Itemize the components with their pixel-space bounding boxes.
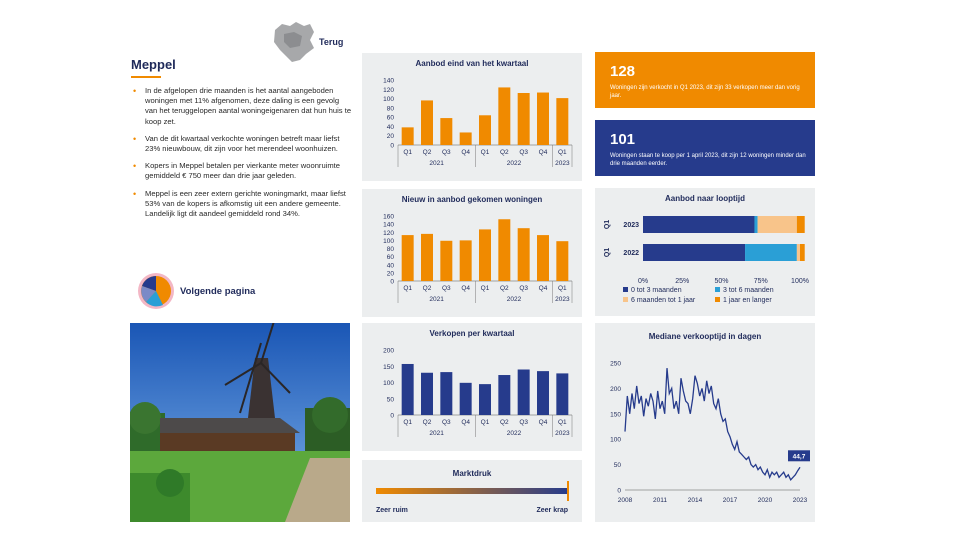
y-tick-label: 0: [390, 412, 394, 420]
x-tick-label: Q1: [480, 419, 490, 426]
y-tick-label: 120: [383, 229, 394, 237]
bar: [498, 219, 510, 281]
x-tick-label: Q4: [461, 285, 471, 292]
x-group-label: 2021: [429, 160, 444, 167]
bar: [460, 240, 472, 281]
y-tick-label: 80: [386, 105, 394, 113]
bar: [518, 370, 530, 416]
bar: [479, 229, 491, 281]
chart-nieuw-panel: [362, 189, 582, 317]
x-tick-label: Q4: [538, 285, 548, 292]
y-group-label: Q1: [604, 219, 611, 230]
x-group-label: 2021: [429, 430, 444, 437]
legend-label: 6 maanden tot 1 jaar: [631, 297, 696, 304]
bar: [421, 100, 433, 145]
y-tick-label: 100: [383, 237, 394, 245]
chart-title: Mediane verkooptijd in dagen: [648, 332, 762, 341]
stacked-bar-segment: [758, 216, 797, 233]
list-item: • Kopers in Meppel betalen per vierkante meter woonruimte gemiddeld € 750 meer dan drie jaar geleden.: [131, 161, 353, 181]
x-tick-label: Q3: [441, 285, 451, 292]
bar: [440, 372, 452, 415]
y-tick-label: 140: [383, 221, 394, 229]
bar: [537, 93, 549, 145]
y-tick-label: 120: [383, 86, 394, 94]
bar-chart-verkopen: [362, 323, 582, 451]
x-tick-label: Q1: [403, 285, 413, 292]
x-tick-label: Q4: [461, 149, 471, 156]
y-tick-label: 60: [386, 114, 394, 122]
x-tick-label: 2011: [653, 497, 667, 504]
y-tick-label: 150: [610, 411, 621, 419]
x-tick-label: Q1: [557, 285, 567, 292]
x-tick-label: 0%: [637, 278, 649, 285]
stacked-bar-segment: [797, 244, 800, 261]
y-tick-label: 50: [613, 462, 621, 470]
y-tick-label: 50: [386, 396, 394, 404]
x-tick-label: Q1: [403, 419, 413, 426]
legend-swatch: [715, 297, 720, 302]
kpi-text: Woningen staan te koop per 1 april 2023, dit zijn 12 woningen minder dan drie maanden eerder.: [610, 153, 806, 167]
stacked-bar-segment: [745, 244, 797, 261]
kpi-for-sale: [595, 120, 815, 176]
y-tick-label: 140: [383, 77, 394, 85]
region-map-icon[interactable]: [272, 20, 316, 64]
x-tick-label: Q1: [557, 419, 567, 426]
stacked-bar-segment: [643, 216, 754, 233]
x-tick-label: Q1: [480, 285, 490, 292]
x-tick-label: Q4: [461, 419, 471, 426]
bar: [498, 375, 510, 415]
bar: [421, 373, 433, 415]
list-item: • Van de dit kwartaal verkochte woningen betreft maar liefst 23% nieuwbouw, dit zijn voor het merendeel woonhuizen.: [131, 134, 353, 154]
chart-looptijd-panel: [595, 188, 815, 316]
list-item: • In de afgelopen drie maanden is het aantal aangeboden woningen met 11% afgenomen, deze daling is een gevolg van het teruggelopen aantal woningeigenaren dat hun huis te koop zet.: [131, 86, 353, 127]
chart-title: Verkopen per kwartaal: [429, 329, 515, 338]
bar: [402, 235, 414, 281]
x-tick-label: Q2: [499, 149, 509, 156]
bar: [440, 241, 452, 281]
x-tick-label: 50%: [714, 278, 729, 285]
bar: [402, 364, 414, 415]
bar: [479, 115, 491, 145]
bar: [421, 234, 433, 281]
x-group-label: 2022: [506, 430, 522, 437]
legend-label: 0 tot 3 maanden: [631, 287, 682, 294]
page-title: Meppel: [131, 57, 176, 72]
y-tick-label: 0: [390, 278, 394, 286]
chart-title: Aanbod eind van het kwartaal: [415, 59, 529, 68]
x-tick-label: 100%: [791, 278, 809, 285]
back-link[interactable]: Terug: [319, 37, 344, 47]
y-group-label: Q1: [604, 247, 611, 258]
chart-verkopen-panel: [362, 323, 582, 451]
x-group-label: 2021: [429, 296, 444, 303]
x-tick-label: Q2: [422, 149, 432, 156]
bar: [460, 132, 472, 145]
title-underline: [131, 76, 161, 78]
y-tick-label: 100: [610, 436, 621, 444]
stacked-bar-segment: [797, 216, 805, 233]
y-tick-label: 40: [386, 262, 394, 270]
x-tick-label: Q4: [538, 149, 548, 156]
y-tick-label: 160: [383, 213, 394, 221]
x-tick-label: Q1: [557, 149, 567, 156]
y-tick-label: 0: [617, 487, 621, 495]
x-group-label: 2023: [555, 430, 570, 437]
x-group-label: 2023: [555, 296, 570, 303]
kpi-sold: [595, 52, 815, 108]
chart-title: Aanbod naar looptijd: [665, 194, 745, 203]
stacked-bar-segment: [754, 216, 757, 233]
line-chart-verkooptijd: [595, 323, 815, 522]
x-tick-label: Q2: [499, 419, 509, 426]
x-tick-label: 2023: [792, 497, 808, 504]
bar: [537, 371, 549, 415]
x-tick-label: 75%: [753, 278, 768, 285]
y-tick-label: 200: [383, 347, 394, 355]
x-tick-label: 2014: [687, 497, 703, 504]
next-page-label: Volgende pagina: [180, 286, 256, 297]
y-category-label: 2023: [623, 222, 639, 229]
legend-swatch: [623, 297, 628, 302]
y-tick-label: 150: [383, 363, 394, 371]
bar: [402, 127, 414, 145]
stacked-bar-looptijd: [595, 188, 815, 316]
x-tick-label: Q3: [441, 149, 451, 156]
summary-list: [131, 86, 353, 226]
bar: [460, 383, 472, 415]
bar: [498, 87, 510, 145]
x-tick-label: Q1: [403, 149, 413, 156]
chart-title: Nieuw in aanbod gekomen woningen: [401, 195, 543, 204]
kpi-value: 128: [610, 63, 636, 80]
y-category-label: 2022: [623, 250, 639, 257]
x-tick-label: Q2: [422, 419, 432, 426]
x-tick-label: Q4: [538, 419, 548, 426]
bar: [537, 235, 549, 281]
x-group-label: 2022: [506, 160, 522, 167]
y-tick-label: 100: [383, 96, 394, 104]
x-tick-label: Q3: [519, 149, 529, 156]
pie-chart-icon: [137, 272, 175, 310]
marktdruk-title: Marktdruk: [452, 469, 492, 478]
x-tick-label: 2008: [617, 497, 633, 504]
x-tick-label: 2017: [722, 497, 738, 504]
y-tick-label: 20: [386, 133, 394, 141]
x-group-label: 2023: [555, 160, 570, 167]
bar: [518, 93, 530, 145]
y-tick-label: 80: [386, 246, 394, 253]
marktdruk-gradient-bar: [376, 488, 569, 494]
y-tick-label: 0: [390, 142, 394, 150]
y-tick-label: 250: [610, 360, 621, 368]
x-tick-label: Q1: [480, 149, 490, 156]
legend-label: 1 jaar en langer: [723, 297, 772, 304]
bar: [556, 373, 568, 415]
x-group-label: 2022: [506, 296, 522, 303]
bar: [440, 118, 452, 145]
bar: [556, 98, 568, 145]
y-tick-label: 20: [386, 270, 394, 278]
end-value-label: 44,7: [792, 453, 806, 461]
series-line: [625, 368, 800, 480]
x-tick-label: Q2: [499, 285, 509, 292]
y-tick-label: 60: [386, 254, 394, 262]
stacked-bar-segment: [643, 244, 745, 261]
marktdruk-right-label: Zeer krap: [536, 507, 568, 514]
legend-label: 3 tot 6 maanden: [723, 287, 774, 294]
kpi-text: Woningen zijn verkocht in Q1 2023, dit zijn 33 verkopen meer dan vorig jaar.: [610, 85, 800, 99]
x-tick-label: Q3: [441, 419, 451, 426]
bar: [518, 228, 530, 281]
chart-aanbod-panel: [362, 53, 582, 181]
bar: [556, 241, 568, 281]
next-page-button[interactable]: [137, 272, 297, 312]
marktdruk-left-label: Zeer ruim: [376, 507, 408, 514]
y-tick-label: 40: [386, 123, 394, 131]
bar-chart-nieuw: [362, 189, 582, 317]
y-tick-label: 100: [383, 380, 394, 387]
legend-swatch: [715, 287, 720, 292]
legend-swatch: [623, 287, 628, 292]
y-tick-label: 200: [610, 385, 621, 393]
bar-chart-aanbod: [362, 53, 582, 181]
x-tick-label: Q3: [519, 419, 529, 426]
marktdruk-marker: [567, 481, 569, 501]
windmill-photo: [130, 323, 350, 522]
marktdruk-panel: [362, 460, 582, 522]
x-tick-label: 25%: [675, 278, 690, 285]
x-tick-label: Q3: [519, 285, 529, 292]
x-tick-label: Q2: [422, 285, 432, 292]
list-item: • Meppel is een zeer extern gerichte woningmarkt, maar liefst 53% van de kopers is afkomstig uit een andere gemeente. Landelijk ligt dit aandeel gemiddeld rond 34%.: [131, 189, 353, 220]
stacked-bar-segment: [800, 244, 805, 261]
chart-verkooptijd-panel: [595, 323, 815, 522]
kpi-value: 101: [610, 131, 636, 148]
bar: [479, 384, 491, 415]
x-tick-label: 2020: [757, 497, 773, 504]
